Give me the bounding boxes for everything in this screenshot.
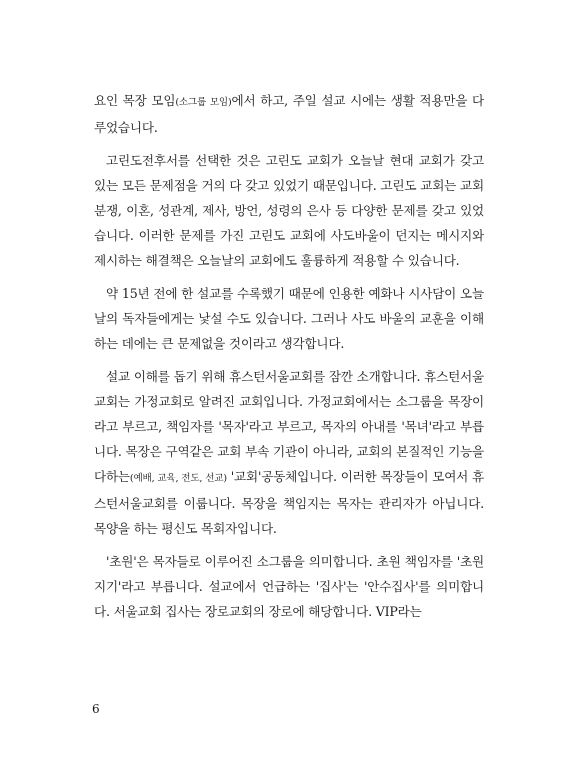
text-segment: 고린도전후서를 선택한 것은 고린도 교회가 오늘날 현대 교회가 갖고 있는 모든 문제점을 거의 다 갖고 있었기 때문입니다. 고린도 교회는 교회 분쟁, 이혼, 성관계, 제사, 방언, 성령의 은사 등 다양한 문제를 갖고 있었습니다. 이러한 문제를 가진 고린도 교회에 사도바울이 던지는 메시지와 제시하는 해결책은 오늘날의 교회에도 훌륭하게 적용할 수 있습니다.: [94, 153, 484, 268]
text-segment: 요인 목장 모임: [94, 93, 176, 108]
small-annotation: (예배, 교육, 전도, 선교): [129, 473, 227, 484]
paragraph-3: [94, 281, 484, 356]
text-segment: '초원'은 목자들로 이루어진 소그룹을 의미합니다. 초원 책임자를 '초원지기'라고 부릅니다. 설교에서 언급하는 '집사'는 '안수집사'를 의미합니다. 서울교회 집사는 장로교회의 장로에 해당합니다. VIP라는: [94, 554, 484, 619]
paragraph-1: [94, 88, 484, 140]
text-segment: 설교 이해를 돕기 위해 휴스턴서울교회를 잠깐 소개합니다. 휴스턴서울교회는 가정교회로 알려진 교회입니다. 가정교회에서는 소그룹을 목장이라고 부르고, 책임자를 '목자'라고 부르고, 목자의 아내를 '목녀'라고 부릅니다. 목장은 구역같은 교회 부속 기관이 아니라, 교회의 본질적인 기능을 다하는: [94, 369, 484, 484]
small-annotation: (소그룹 모임): [175, 97, 232, 108]
paragraph-4: [94, 364, 484, 541]
page-number: 6: [92, 702, 100, 716]
text-segment: 약 15년 전에 한 설교를 수록했기 때문에 인용한 예화나 시사담이 오늘날의 독자들에게는 낯설 수도 있습니다. 그러나 사도 바울의 교훈을 이해하는 데에는 큰 문제없을 것이라고 생각합니다.: [94, 286, 484, 351]
page-body: [94, 88, 484, 632]
text-segment: 에서 하고, 주일 설교 시에는 생활 적용만을 다루었습니다.: [94, 93, 485, 135]
text-segment: '교회'공동체입니다. 이러한 목장들이 모여서 휴스턴서울교회를 이룹니다. 목장을 책임지는 목자는 관리자가 아닙니다. 목양을 하는 평신도 목회자입니다.: [94, 469, 484, 536]
paragraph-2: [94, 148, 484, 273]
paragraph-5: [94, 549, 484, 624]
